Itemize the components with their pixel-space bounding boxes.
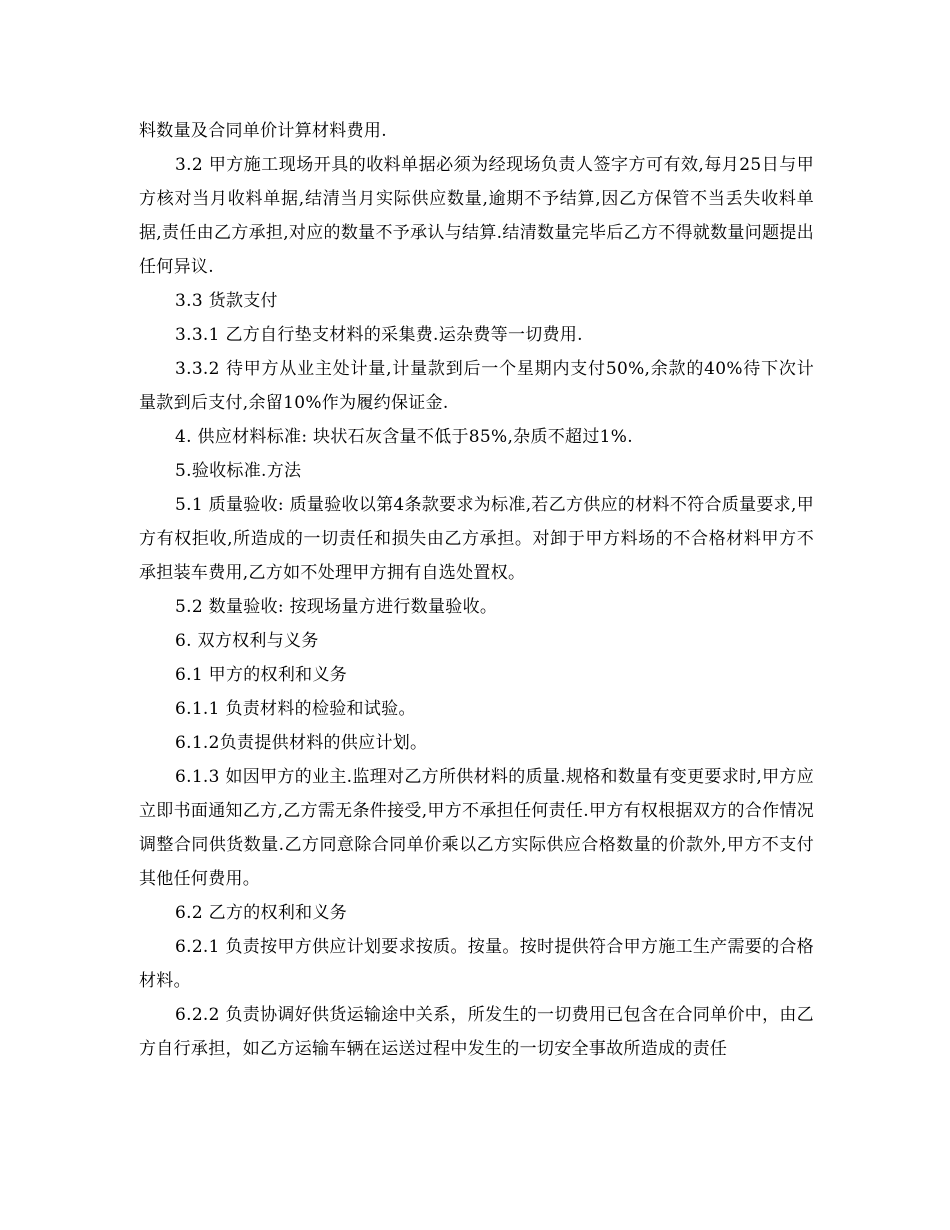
paragraph-6-1-1: 6.1.1 负责材料的检验和试验。 — [175, 699, 416, 719]
paragraph-6-2: 6.2 乙方的权利和义务 — [175, 903, 348, 923]
paragraph-5: 5.验收标准.方法 — [175, 461, 302, 481]
paragraph-6-2-2: 6.2.2 负责协调好供货运输途中关系，所发生的一切费用已包含在合同单价中，由乙方自行承担，如乙方运输车辆在运送过程中发生的一切安全事故所造成的责任 — [139, 1005, 814, 1059]
document-body — [139, 114, 814, 1066]
paragraph-3-3-1: 3.3.1 乙方自行垫支材料的采集费.运杂费等一切费用. — [175, 325, 583, 345]
paragraph-3-2: 3.2 甲方施工现场开具的收料单据必须为经现场负责人签字方可有效,每月25日与甲方核对当月收料单据,结清当月实际供应数量,逾期不予结算,因乙方保管不当丢失收料单据,责任由乙方承担,对应的数量不予承认与结算.结清数量完毕后乙方不得就数量问题提出任何异议. — [139, 155, 814, 277]
paragraph-6-2-1: 6.2.1 负责按甲方供应计划要求按质。按量。按时提供符合甲方施工生产需要的合格材料。 — [139, 937, 814, 991]
paragraph-6-1-2: 6.1.2负责提供材料的供应计划。 — [175, 733, 428, 753]
paragraph-3-3-2: 3.3.2 待甲方从业主处计量,计量款到后一个星期内支付50%,余款的40%待下次计量款到后支付,余留10%作为履约保证金. — [139, 359, 814, 413]
paragraph-3-3: 3.3 货款支付 — [175, 291, 278, 311]
paragraph-6: 6. 双方权利与义务 — [175, 631, 319, 651]
paragraph-6-1-3: 6.1.3 如因甲方的业主.监理对乙方所供材料的质量.规格和数量有变更要求时,甲方应立即书面通知乙方,乙方需无条件接受,甲方不承担任何责任.甲方有权根据双方的合作情况调整合同供货数量.乙方同意除合同单价乘以乙方实际供应合格数量的价款外,甲方不支付其他任何费用。 — [139, 767, 814, 889]
paragraph-5-1: 5.1 质量验收: 质量验收以第4条款要求为标准,若乙方供应的材料不符合质量要求,甲方有权拒收,所造成的一切责任和损失由乙方承担。对卸于甲方料场的不合格材料甲方不承担装车费用,乙方如不处理甲方拥有自选处置权。 — [139, 495, 814, 583]
paragraph-6-1: 6.1 甲方的权利和义务 — [175, 665, 348, 685]
paragraph-4: 4. 供应材料标准: 块状石灰含量不低于85%,杂质不超过1%. — [175, 427, 633, 447]
paragraph-5-2: 5.2 数量验收: 按现场量方进行数量验收。 — [175, 597, 498, 617]
paragraph-1: 料数量及合同单价计算材料费用. — [139, 121, 387, 141]
